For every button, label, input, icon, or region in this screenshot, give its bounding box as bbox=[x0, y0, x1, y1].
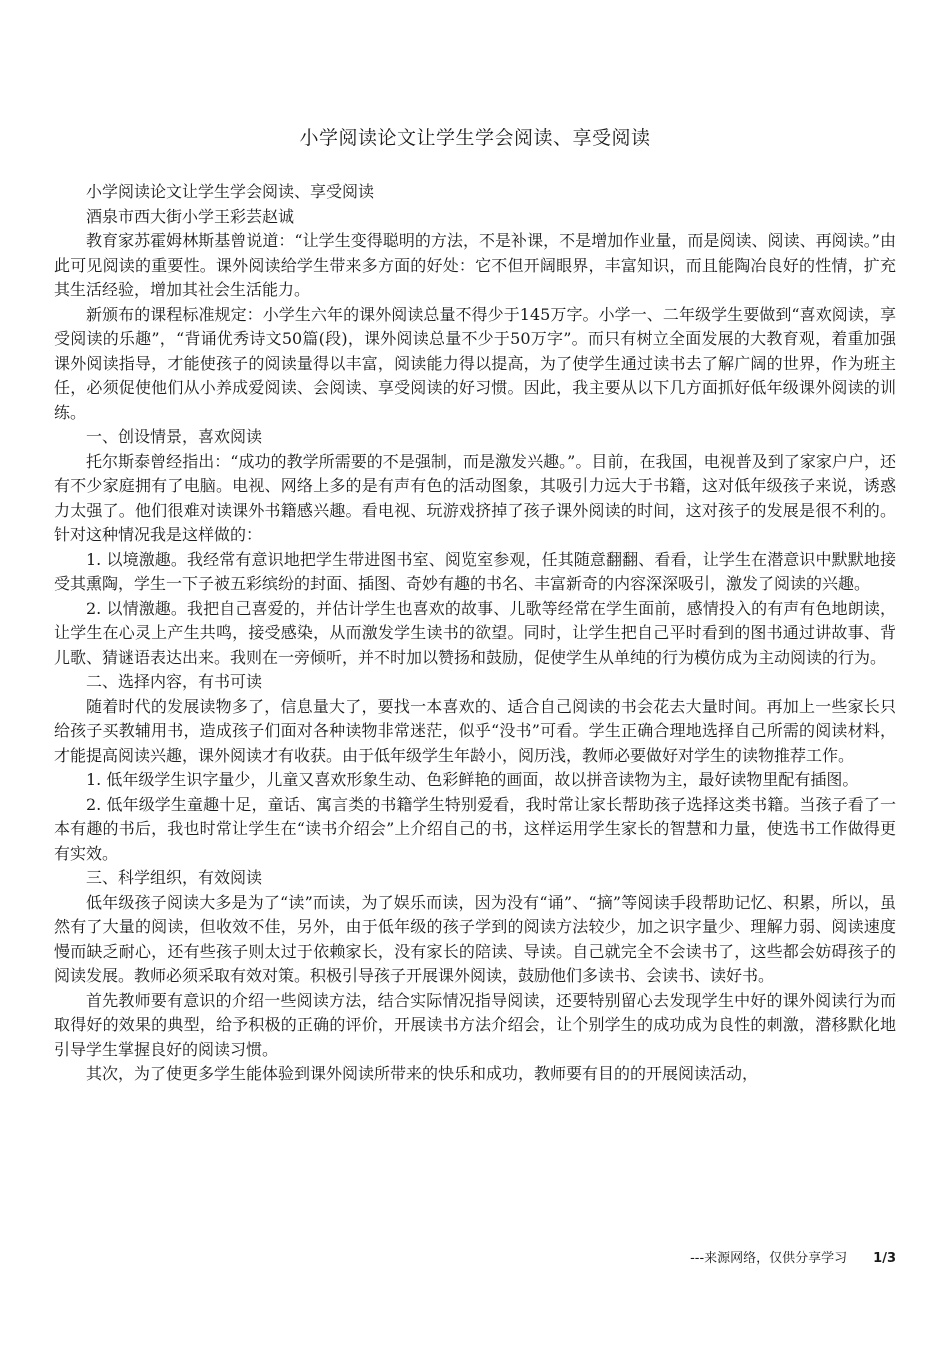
section-heading: 二、选择内容，有书可读 bbox=[86, 672, 263, 691]
document-title: 小学阅读论文让学生学会阅读、享受阅读 bbox=[299, 127, 651, 149]
paragraph: 小学阅读论文让学生学会阅读、享受阅读 bbox=[86, 182, 375, 201]
document-body bbox=[54, 180, 896, 1087]
section-heading: 一、创设情景，喜欢阅读 bbox=[86, 427, 263, 446]
paragraph: 随着时代的发展读物多了，信息量大了，要找一本喜欢的、适合自己阅读的书会花去大量时间。再加上一些家长只给孩子买教辅用书，造成孩子们面对各种读物非常迷茫，似乎“没书”可看。学生正确合理地选择自己所需的阅读材料，才能提高阅读兴趣，课外阅读才有收获。由于低年级学生年龄小，阅历浅，教师必要做好对学生的读物推荐工作。 bbox=[54, 696, 896, 765]
paragraph: 低年级孩子阅读大多是为了“读”而读，为了娱乐而读，因为没有“诵”、“摘”等阅读手段帮助记忆、积累，所以，虽然有了大量的阅读，但收效不佳，另外，由于低年级的孩子学到的阅读方法较少，加之识字量少、理解力弱、阅读速度慢而缺乏耐心，还有些孩子则太过于依赖家长，没有家长的陪读、导读。自己就完全不会读书了，这些都会妨碍孩子的阅读发展。教师必须采取有效对策。积极引导孩子开展课外阅读，鼓励他们多读书、会读书、读好书。 bbox=[54, 892, 896, 985]
page-footer bbox=[690, 1250, 896, 1268]
paragraph: 新颁布的课程标准规定：小学生六年的课外阅读总量不得少于145万字。小学一、二年级学生要做到“喜欢阅读，享受阅读的乐趣”，“背诵优秀诗文50篇(段)，课外阅读总量不少于50万字”。而只有树立全面发展的大教育观，着重加强课外阅读指导，才能使孩子的阅读量得以丰富，阅读能力得以提高，为了使学生通过读书去了解广阔的世界，作为班主任，必须促使他们从小养成爱阅读、会阅读、享受阅读的好习惯。因此，我主要从以下几方面抓好低年级课外阅读的训练。 bbox=[54, 304, 896, 422]
paragraph: 2. 低年级学生童趣十足，童话、寓言类的书籍学生特别爱看，我时常让家长帮助孩子选择这类书籍。当孩子看了一本有趣的书后，我也时常让学生在“读书介绍会”上介绍自己的书，这样运用学生家长的智慧和力量，使选书工作做得更有实效。 bbox=[54, 794, 896, 863]
footer-source-note: ---来源网络，仅供分享学习 bbox=[690, 1251, 848, 1266]
paragraph: 1. 以境激趣。我经常有意识地把学生带进图书室、阅览室参观，任其随意翻翻、看看，让学生在潜意识中默默地接受其熏陶，学生一下子被五彩缤纷的封面、插图、奇妙有趣的书名、丰富新奇的内容深深吸引，激发了阅读的兴趣。 bbox=[54, 549, 896, 593]
paragraph: 2. 以情激趣。我把自己喜爱的，并估计学生也喜欢的故事、儿歌等经常在学生面前，感情投入的有声有色地朗读，让学生在心灵上产生共鸣，接受感染，从而激发学生读书的欲望。同时，让学生把自己平时看到的图书通过讲故事、背儿歌、猜谜语表达出来。我则在一旁倾听，并不时加以赞扬和鼓励，促使学生从单纯的行为模仿成为主动阅读的行为。 bbox=[54, 598, 896, 667]
page-number: 1/3 bbox=[873, 1251, 896, 1266]
section-heading: 三、科学组织，有效阅读 bbox=[86, 868, 263, 887]
paragraph: 首先教师要有意识的介绍一些阅读方法，结合实际情况指导阅读，还要特别留心去发现学生中好的课外阅读行为而取得好的效果的典型，给予积极的正确的评价，开展读书方法介绍会，让个别学生的成功成为良性的刺激，潜移默化地引导学生掌握良好的阅读习惯。 bbox=[54, 990, 896, 1059]
paragraph: 酒泉市西大街小学王彩芸赵诚 bbox=[86, 206, 295, 226]
paragraph: 1. 低年级学生识字量少，儿童又喜欢形象生动、色彩鲜艳的画面，故以拼音读物为主，最好读物里配有插图。 bbox=[86, 770, 859, 789]
paragraph: 托尔斯泰曾经指出：“成功的教学所需要的不是强制，而是激发兴趣。”。目前，在我国，电视普及到了家家户户，还有不少家庭拥有了电脑。电视、网络上多的是有声有色的活动图象，其吸引力远大于书籍，这对低年级孩子来说，诱惑力太强了。他们很难对读课外书籍感兴趣。看电视、玩游戏挤掉了孩子课外阅读的时间，这对孩子的发展是很不利的。针对这种情况我是这样做的： bbox=[54, 451, 896, 544]
paragraph: 教育家苏霍姆林斯基曾说道：“让学生变得聪明的方法，不是补课，不是增加作业量，而是阅读、阅读、再阅读。”由此可见阅读的重要性。课外阅读给学生带来多方面的好处：它不但开阔眼界，丰富知识，而且能陶冶良好的性情，扩充其生活经验，增加其社会生活能力。 bbox=[54, 231, 896, 299]
paragraph: 其次，为了使更多学生能体验到课外阅读所带来的快乐和成功，教师要有目的的开展阅读活动， bbox=[86, 1064, 759, 1083]
